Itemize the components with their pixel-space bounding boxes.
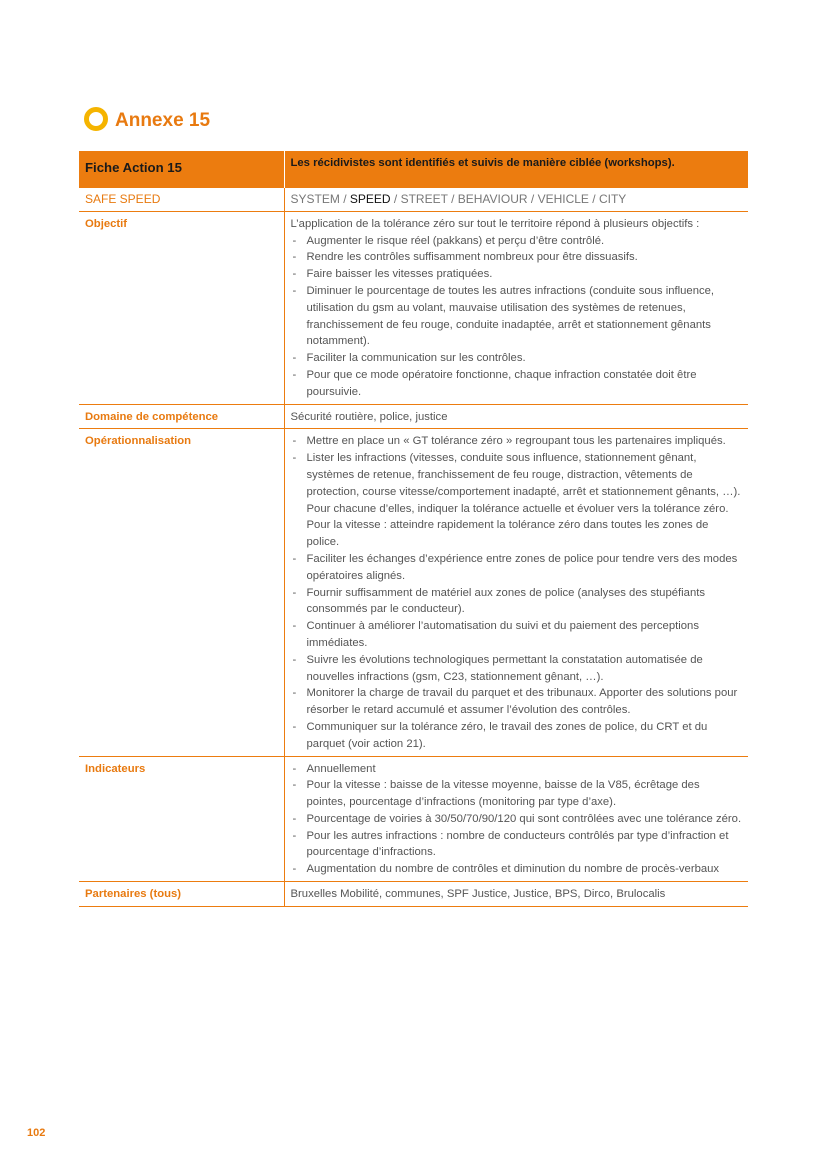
indicateurs-label: Indicateurs [79, 756, 284, 882]
list-item: - Annuellement [291, 761, 743, 778]
list-item: - Diminuer le pourcentage de toutes les autres infractions (conduite sous influence, utilisation du gsm au volant, mauvaise utilisation des systèmes de retenues, franchissement de feu rouge, conduite inadaptée, arrêt et stationnement gênants notamment). [291, 283, 743, 350]
fiche-title-cell [284, 151, 748, 188]
fiche-header-row [79, 151, 748, 188]
category-behaviour: BEHAVIOUR [457, 192, 528, 206]
list-item: - Augmentation du nombre de contrôles et diminution du nombre de procès-verbaux [291, 861, 743, 878]
list-item: - Pourcentage de voiries à 30/50/70/90/120 qui sont contrôlées avec une tolérance zéro. [291, 811, 743, 828]
fiche-label: Fiche Action 15 [85, 160, 182, 175]
objectif-label: Objectif [79, 211, 284, 404]
category-city: CITY [598, 192, 627, 206]
page-title: Annexe 15 [115, 110, 211, 131]
category-separator: / [451, 192, 455, 206]
list-item: - Communiquer sur la tolérance zéro, le travail des zones de police, du CRT et du parquet (voir action 21). [291, 719, 743, 753]
partenaires-label: Partenaires (tous) [79, 882, 284, 907]
fiche-label-cell [79, 151, 284, 188]
category-street: STREET [400, 192, 448, 206]
safe-speed-label: SAFE SPEED [79, 188, 284, 211]
category-separator: / [530, 192, 535, 206]
objectif-row [79, 211, 748, 404]
list-item: - Rendre les contrôles suffisamment nombreux pour être dissuasifs. [291, 249, 743, 266]
partenaires-row [79, 882, 748, 907]
operationnalisation-label: Opérationnalisation [79, 429, 284, 756]
list-item: - Faciliter les échanges d’expérience entre zones de police pour tendre vers des modes opératoires alignés. [291, 551, 743, 585]
list-item: - Continuer à améliorer l’automatisation du suivi et du paiement des perceptions immédiates. [291, 618, 743, 652]
list-item: - Mettre en place un « GT tolérance zéro » regroupant tous les partenaires impliqués. [291, 433, 743, 450]
page-number: 102 [27, 1127, 46, 1139]
list-item: - Pour que ce mode opératoire fonctionne, chaque infraction constatée doit être poursuivie. [291, 367, 743, 401]
fiche-title: Les récidivistes sont identifiés et suivis de manière ciblée (workshops). [290, 157, 675, 169]
list-item: - Lister les infractions (vitesses, conduite sous influence, stationnement gênant, systèmes de retenue, franchissement de feu rouge, distraction, vêtements de protection, course vitesse/comportement inadapté, arrêt et stationnement gênants, …). Pour chacune d’elles, indiquer la tolérance actuelle et évoluer vers la tolérance zéro. Pour la vitesse : atteindre rapidement la tolérance zéro dans toutes les zones de police. [291, 450, 743, 551]
category-separator: / [393, 192, 398, 206]
list-item: - Pour les autres infractions : nombre de conducteurs contrôlés par type d’infraction et pourcentage d’infractions. [291, 828, 743, 862]
indicateurs-content [284, 756, 748, 882]
operationnalisation-row [79, 429, 748, 756]
fiche-action-table [79, 151, 748, 907]
category-vehicle: VEHICLE [537, 192, 589, 206]
objectif-list [291, 233, 743, 401]
list-item: - Monitorer la charge de travail du parquet et des tribunaux. Apporter des solutions pour résorber le retard accumulé et assumer l’évolution des contrôles. [291, 685, 743, 719]
domaine-row [79, 404, 748, 429]
safe-speed-categories [284, 188, 748, 211]
objectif-content [284, 211, 748, 404]
circle-bullet-icon [84, 107, 108, 131]
domaine-value: Sécurité routière, police, justice [284, 404, 748, 429]
category-separator: / [592, 192, 596, 206]
list-item: - Fournir suffisamment de matériel aux zones de police (analyses des stupéfiants consommés par le conducteur). [291, 585, 743, 619]
category-speed-active: SPEED [349, 192, 391, 206]
operationnalisation-list [291, 433, 743, 752]
objectif-intro: L’application de la tolérance zéro sur tout le territoire répond à plusieurs objectifs : [290, 217, 700, 230]
section-heading [84, 106, 210, 132]
safe-speed-row [79, 188, 748, 211]
list-item: - Suivre les évolutions technologiques permettant la constatation automatisée de nouvelles infractions (gsm, C23, stationnement gênant, …). [291, 652, 743, 686]
list-item: - Pour la vitesse : baisse de la vitesse moyenne, baisse de la V85, écrêtage des pointes, pourcentage d’infractions (monitoring par type d’axe). [291, 777, 743, 811]
category-separator: / [343, 192, 347, 206]
indicateurs-row [79, 756, 748, 882]
partenaires-value: Bruxelles Mobilité, communes, SPF Justice, Justice, BPS, Dirco, Brulocalis [284, 882, 748, 907]
list-item: - Faciliter la communication sur les contrôles. [291, 350, 743, 367]
list-item: - Augmenter le risque réel (pakkans) et perçu d’être contrôlé. [291, 233, 743, 250]
operationnalisation-content [284, 429, 748, 756]
category-system: SYSTEM [290, 192, 340, 206]
indicateurs-list [291, 761, 743, 879]
list-item: - Faire baisser les vitesses pratiquées. [291, 266, 743, 283]
domaine-label: Domaine de compétence [79, 404, 284, 429]
